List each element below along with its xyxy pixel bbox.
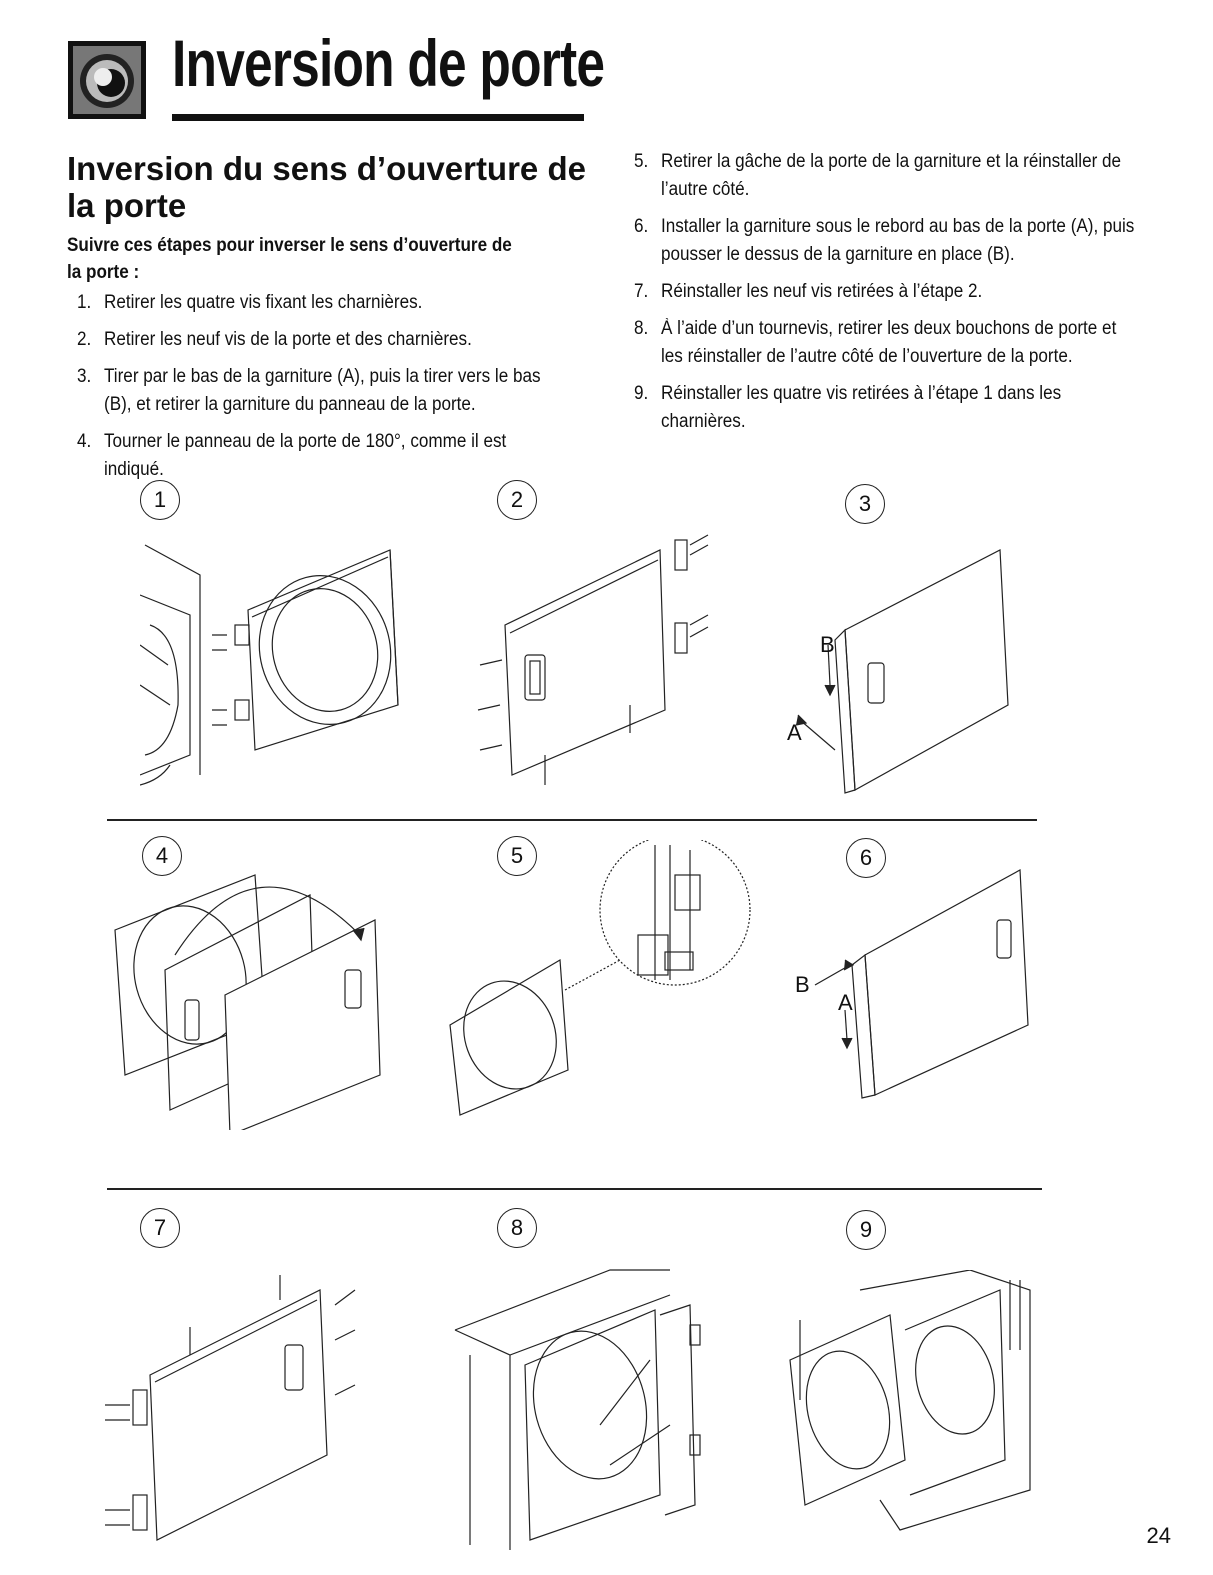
figure-5-illustration — [420, 840, 780, 1120]
label-b: B — [795, 972, 810, 997]
section-title: Inversion du sens d’ouverture de la porte — [67, 150, 586, 224]
figure-number-3: 3 — [845, 484, 885, 524]
label-a: A — [838, 990, 853, 1015]
figure-row-divider — [107, 1188, 1042, 1190]
step-item: 4. Tourner le panneau de la porte de 180°, comme il est indiqué. — [77, 431, 507, 480]
label-b: B — [820, 632, 835, 657]
dryer-icon — [67, 40, 147, 120]
step-item: 1. Retirer les quatre vis fixant les charnières. — [77, 292, 423, 313]
title-underline — [172, 114, 584, 121]
step-item: 8. À l’aide d’un tournevis, retirer les deux bouchons de porte et les réinstaller de l’autre côté de l’ouverture de la porte. — [634, 318, 1117, 367]
step-item: 2. Retirer les neuf vis de la porte et des charnières. — [77, 329, 472, 350]
figure-number-5: 5 — [497, 836, 537, 876]
figure-7-illustration — [95, 1270, 375, 1560]
step-item: 9. Réinstaller les quatre vis retirées à l’étape 1 dans les charnières. — [634, 383, 1062, 432]
page-number: 24 — [1146, 1523, 1171, 1548]
figure-number-8: 8 — [497, 1208, 537, 1248]
figure-1-illustration — [140, 535, 410, 800]
figure-4-illustration — [105, 860, 395, 1130]
figure-row-divider — [107, 819, 1037, 821]
steps-list-right — [634, 148, 1194, 445]
step-item: 3. Tirer par le bas de la garniture (A), puis la tirer vers le bas (B), et retirer la garniture du panneau de la porte. — [77, 366, 541, 415]
page-title: Inversion de porte — [172, 26, 605, 100]
figure-number-9: 9 — [846, 1210, 886, 1250]
figure-number-4: 4 — [142, 836, 182, 876]
figure-number-1: 1 — [140, 480, 180, 520]
figure-3-illustration — [780, 535, 1020, 795]
steps-list-left — [77, 289, 617, 493]
step-item: 7. Réinstaller les neuf vis retirées à l’étape 2. — [634, 281, 983, 302]
figure-6-illustration — [790, 860, 1040, 1100]
figure-number-6: 6 — [846, 838, 886, 878]
figure-2-illustration — [470, 525, 730, 795]
step-item: 6. Installer la garniture sous le rebord au bas de la porte (A), puis pousser le dessus de la garniture en place (B). — [634, 216, 1135, 265]
intro-text: Suivre ces étapes pour inverser le sens d’ouverture de la porte : — [67, 235, 512, 283]
label-a: A — [787, 720, 802, 745]
figure-number-2: 2 — [497, 480, 537, 520]
figure-9-illustration — [780, 1270, 1040, 1560]
figure-8-illustration — [450, 1265, 720, 1555]
figure-number-7: 7 — [140, 1208, 180, 1248]
step-item: 5. Retirer la gâche de la porte de la garniture et la réinstaller de l’autre côté. — [634, 151, 1122, 200]
